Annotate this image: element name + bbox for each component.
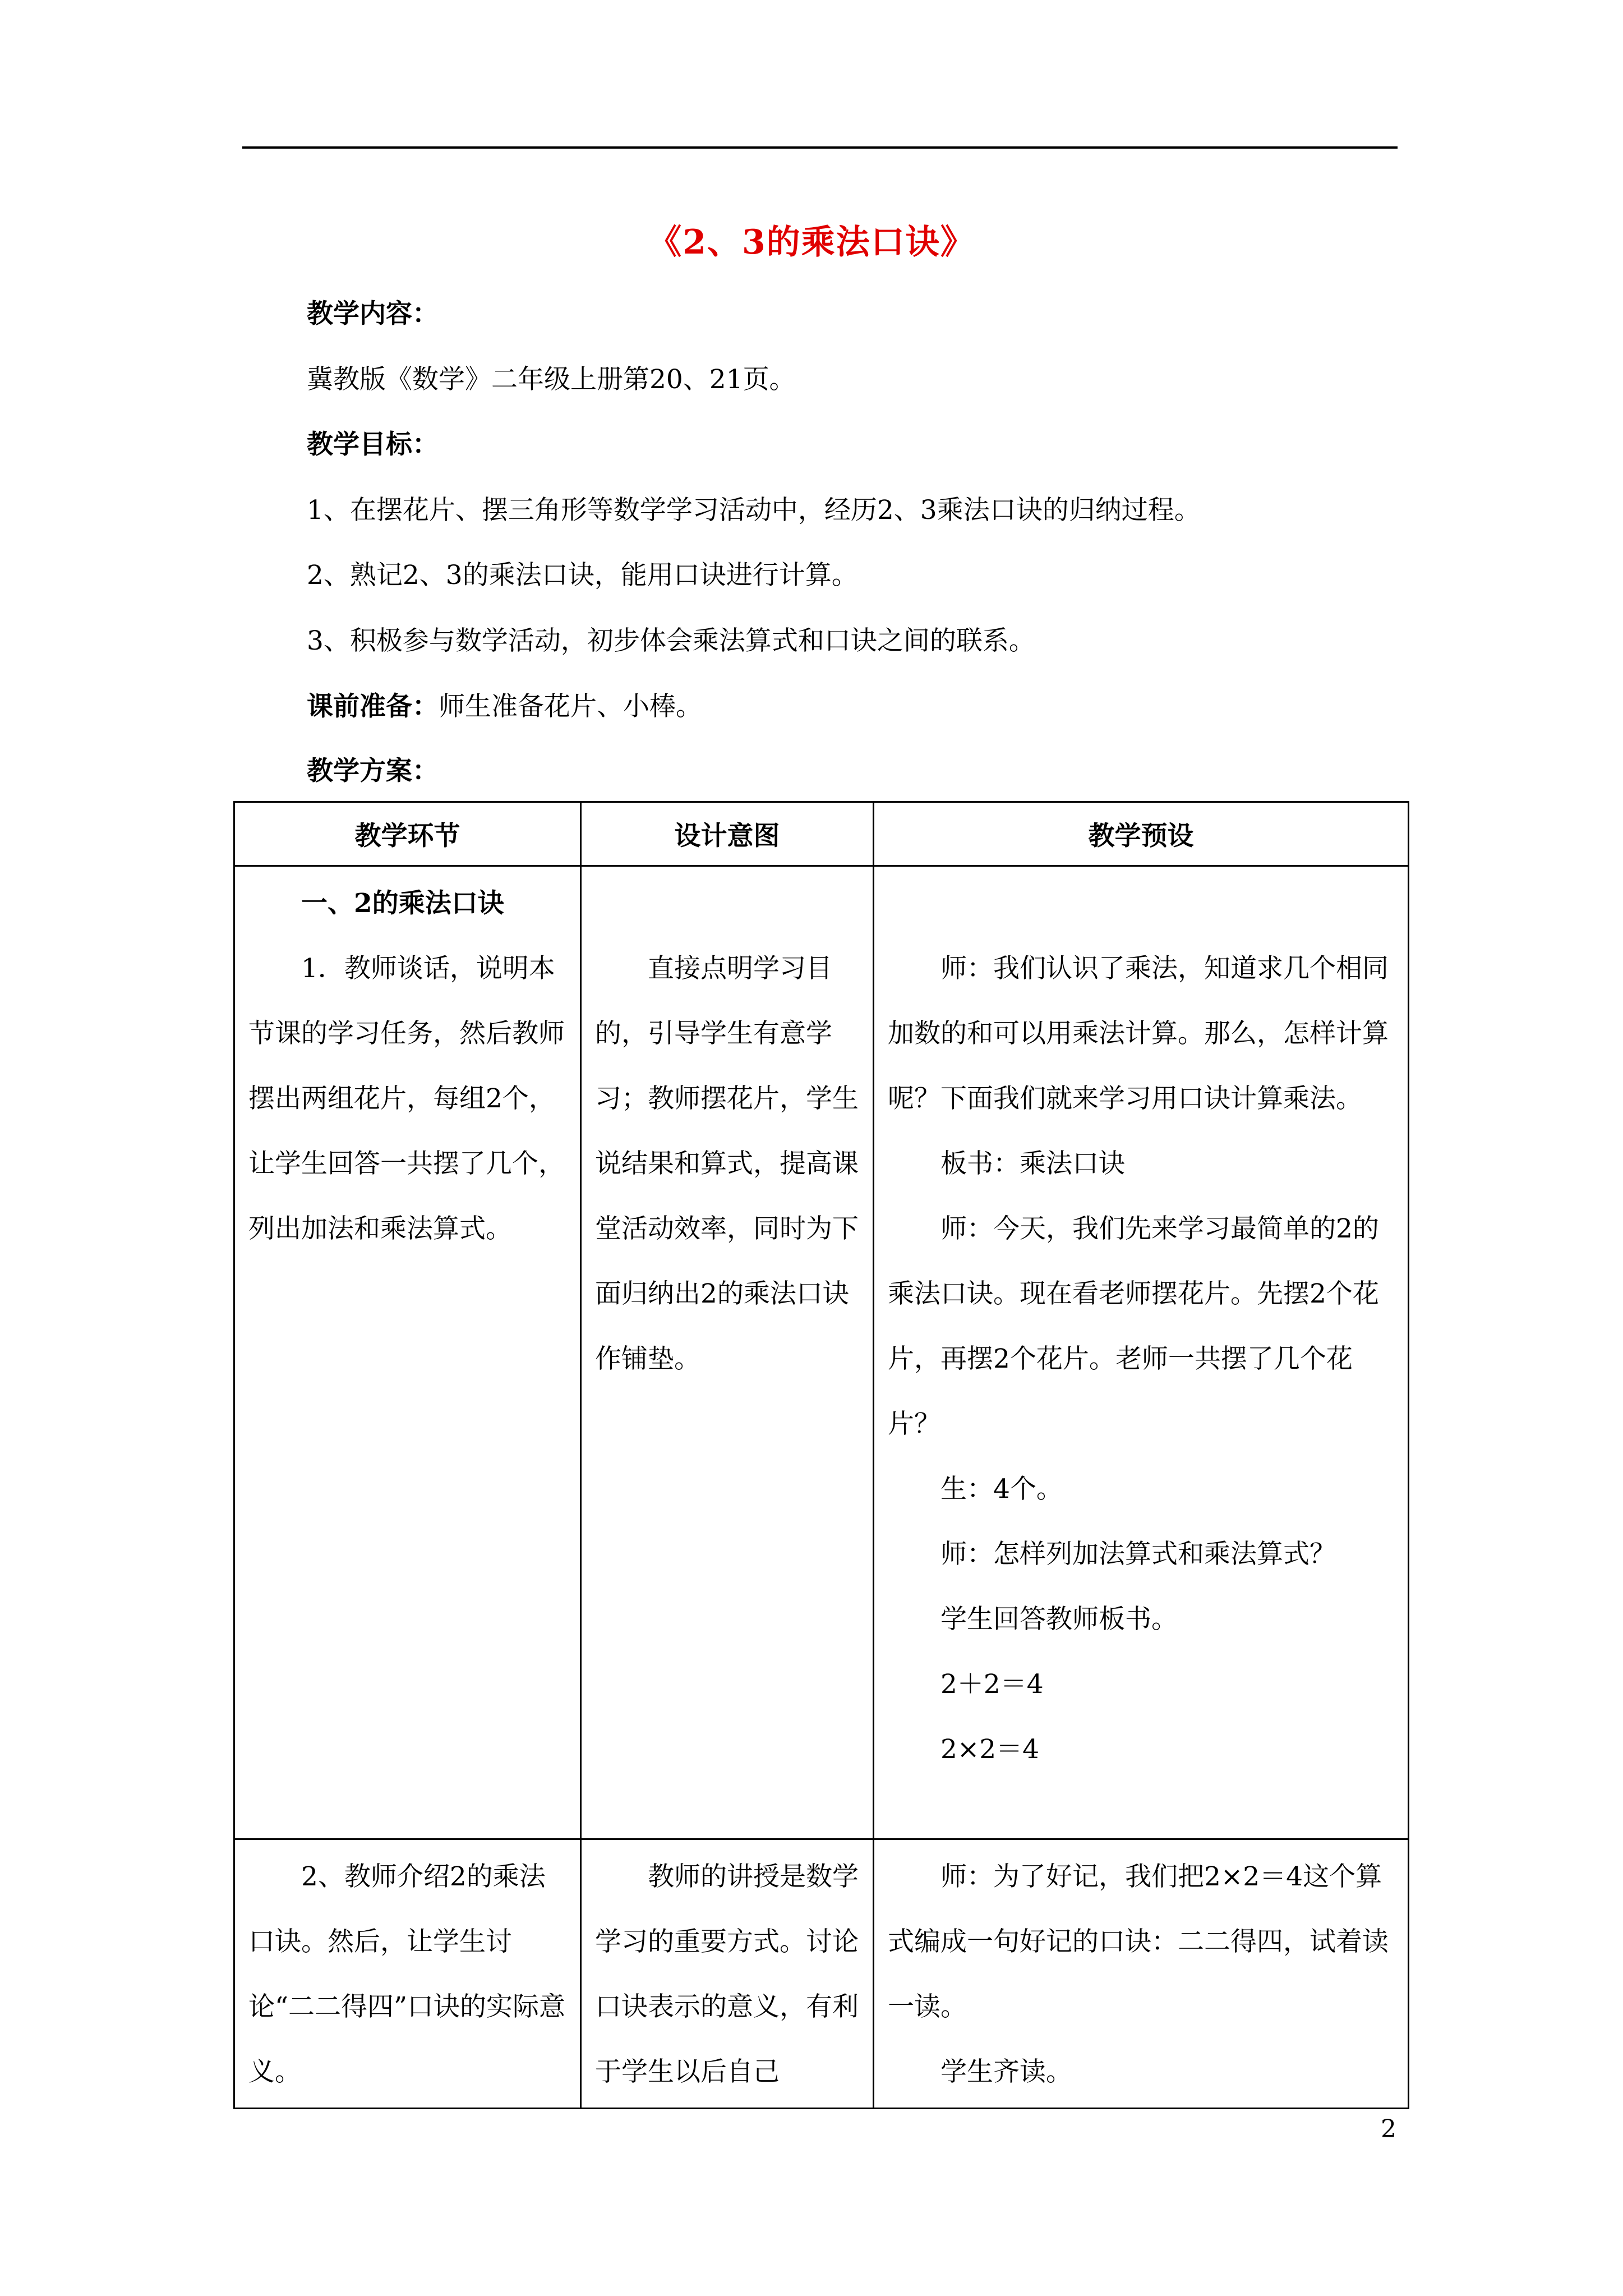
stage-cell	[234, 1839, 581, 2109]
plan-label: 教学方案：	[307, 756, 439, 786]
intent-cell	[581, 866, 874, 1839]
header-preset: 教学预设	[874, 802, 1409, 866]
page-title: 《2、3的乘法口诀》	[648, 223, 975, 262]
header-stage: 教学环节	[234, 802, 581, 866]
table-row	[234, 866, 1409, 1839]
stage-text: 2、教师介绍2的乘法口诀。然后，让学生讨论“二二得四”口诀的实际意义。	[248, 1861, 566, 2087]
content-label: 教学内容：	[307, 298, 439, 329]
content-text: 冀教版《数学》二年级上册第20、21页。	[307, 364, 796, 395]
header-intent: 设计意图	[581, 802, 874, 866]
prep-text: 师生准备花片、小棒。	[439, 691, 702, 722]
intent-text: 直接点明学习目的，引导学生有意学习；教师摆花片，学生说结果和算式，提高课堂活动效率，同时为下面归纳出2的乘法口诀作铺垫。	[595, 953, 859, 1374]
preset-line: 学生齐读。	[940, 2056, 1072, 2087]
goals-label: 教学目标：	[307, 429, 439, 460]
prep-label: 课前准备：	[307, 691, 439, 722]
preset-line: 学生回答教师板书。	[940, 1604, 1178, 1635]
preset-cell	[874, 866, 1409, 1839]
stage-cell	[234, 866, 581, 1839]
table-row	[234, 1839, 1409, 2109]
preset-line: 2＋2＝4	[940, 1669, 1044, 1700]
preset-line: 板书：乘法口诀	[940, 1148, 1125, 1179]
intent-text: 教师的讲授是数学学习的重要方式。讨论口诀表示的意义，有利于学生以后自己	[595, 1861, 859, 2087]
preset-cell	[874, 1839, 1409, 2109]
prep-line	[307, 690, 702, 724]
stage-text: 1．教师谈话，说明本节课的学习任务，然后教师摆出两组花片，每组2个，让学生回答一共摆了几个，列出加法和乘法算式。	[248, 953, 565, 1244]
preset-line: 生：4个。	[940, 1474, 1063, 1504]
goal-item: 1、在摆花片、摆三角形等数学学习活动中，经历2、3乘法口诀的归纳过程。	[307, 495, 1201, 526]
preset-line: 师：怎样列加法算式和乘法算式？	[940, 1539, 1336, 1570]
preset-line: 2×2＝4	[940, 1734, 1040, 1765]
goal-item: 2、熟记2、3的乘法口诀，能用口诀进行计算。	[307, 560, 858, 591]
plan-table	[233, 801, 1409, 2109]
table-header-row	[234, 802, 1409, 866]
section-heading: 一、2的乘法口诀	[301, 888, 504, 919]
header-rule	[242, 146, 1398, 149]
intent-cell	[581, 1839, 874, 2109]
page-number: 2	[1381, 2115, 1396, 2143]
preset-line: 师：今天，我们先来学习最简单的2的乘法口诀。现在看老师摆花片。先摆2个花片，再摆2个花片。老师一共摆了几个花片？	[888, 1213, 1379, 1439]
goal-item: 3、积极参与数学活动，初步体会乘法算式和口诀之间的联系。	[307, 625, 1035, 656]
preset-line: 师：为了好记，我们把2×2＝4这个算式编成一句好记的口诀：二二得四，试着读一读。	[888, 1861, 1389, 2022]
preset-line: 师：我们认识了乘法，知道求几个相同加数的和可以用乘法计算。那么，怎样计算呢？下面我们就来学习用口诀计算乘法。	[888, 953, 1389, 1114]
